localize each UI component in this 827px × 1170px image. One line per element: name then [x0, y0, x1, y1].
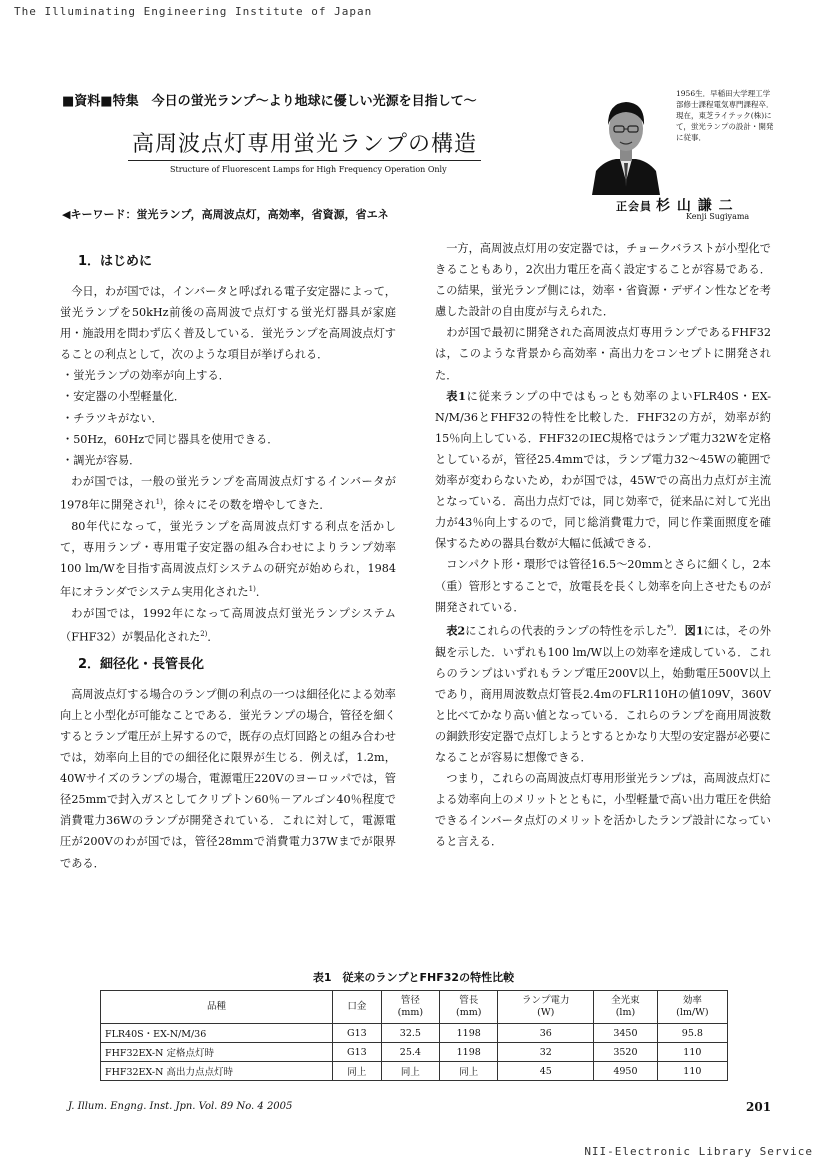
- reference-mark: 1): [155, 497, 163, 506]
- comparison-table: [100, 990, 728, 1081]
- table-cell: 同上: [333, 1062, 382, 1081]
- table-cell: FLR40S・EX-N/M/36: [101, 1024, 333, 1043]
- series-line: ■資料■特集 今日の蛍光ランプ～より地球に優しい光源を目指して～: [62, 94, 477, 109]
- table-cell: 110: [657, 1043, 727, 1062]
- table-cell: 36: [498, 1024, 594, 1043]
- paragraph: 80年代になって，蛍光ランプを高周波点灯する利点を活かして，専用ランプ・専用電子安定器の組み合わせによりランプ効率100 lm/Wを目指す高周波点灯システムの研究が始められ，1984年にオランダでシステム実用化された$^{1)}$．: [60, 519, 396, 599]
- bullet-item: ・チラツキがない．: [62, 411, 163, 425]
- table-row: [101, 1043, 728, 1062]
- bullet-item: ・調光が容易．: [62, 453, 141, 467]
- table-row: [101, 1024, 728, 1043]
- column-header: 口金: [333, 991, 382, 1024]
- table-cell: 32: [498, 1043, 594, 1062]
- paragraph: つまり，これらの高周波点灯専用形蛍光ランプは，高周波点灯による効率向上のメリットとともに，小型軽量で高い出力電圧を供給できるインバータ点灯のメリットを活かしたランプ設計になっていると言える．: [435, 772, 771, 849]
- author-name-en: Kenji Sugiyama: [686, 212, 750, 221]
- author-role: 正会員: [616, 200, 652, 213]
- table-reference: 表2: [446, 623, 466, 638]
- table-cell: 1198: [440, 1024, 498, 1043]
- paragraph: わが国で最初に開発された高周波点灯専用ランプであるFHF32は，このような背景から高効率・高出力をコンセプトに開発された．: [435, 326, 771, 382]
- column-header: 品種: [101, 991, 333, 1024]
- right-column: [435, 238, 771, 852]
- table-cell: 4950: [594, 1062, 658, 1081]
- paragraph: わが国では，1992年になって高周波点灯蛍光ランプシステム（FHF32）が製品化された$^{2)}$．: [60, 606, 396, 644]
- section-2-heading: 2．細径化・長管長化: [78, 656, 205, 672]
- column-header: 管径 (mm): [381, 991, 439, 1024]
- reference-mark: 2): [200, 629, 208, 638]
- figure-reference: 図1: [684, 623, 704, 638]
- table-cell: 32.5: [381, 1024, 439, 1043]
- table-row: [101, 1062, 728, 1081]
- bullet-item: ・蛍光ランプの効率が向上する．: [62, 369, 230, 383]
- table-cell: 95.8: [657, 1024, 727, 1043]
- page-number: 201: [746, 1100, 772, 1114]
- table-cell: 1198: [440, 1043, 498, 1062]
- left-column: [60, 245, 396, 874]
- paragraph: わが国では，一般の蛍光ランプを高周波点灯するインバータが1978年に開発され$^{1)}$，徐々にその数を増やしてきた．: [60, 474, 396, 512]
- table-reference: 表1: [446, 388, 466, 403]
- journal-citation: J. Illum. Engng. Inst. Jpn. Vol. 89 No. 4 2005: [68, 1101, 293, 1112]
- author-portrait-image: [590, 91, 662, 195]
- column-header: 効率 (lm/W): [657, 991, 727, 1024]
- table-cell: FHF32EX-N 定格点灯時: [101, 1043, 333, 1062]
- table-cell: 25.4: [381, 1043, 439, 1062]
- table-cell: 110: [657, 1062, 727, 1081]
- author-name: 杉 山 謙 二: [656, 198, 734, 214]
- paragraph: 表2にこれらの代表的ランプの特性を示した*)．図1には，その外観を示した．いずれも100 lm/W以上の効率を達成している．これらのランプはいずれもランプ電圧200V以上，始動電圧500V以上であり，商用周波数点灯管長2.4mのFLR110Hの値109V，360Vと比べてかなり高い値となっている．これらのランプを商用周波数の銅鉄形安定器で点灯しようとするとかなり大型の安定器が必要になることが容易に想像できる．: [435, 623, 771, 764]
- table-header-row: [101, 991, 728, 1024]
- article-title: 高周波点灯専用蛍光ランプの構造: [128, 127, 481, 161]
- table-cell: 同上: [381, 1062, 439, 1081]
- reference-mark: 1): [248, 585, 256, 594]
- table-cell: G13: [333, 1024, 382, 1043]
- paragraph: 一方，高周波点灯用の安定器では，チョークバラストが小型化できることもあり，2次出力電圧を高く設定することが容易である．この結果，蛍光ランプ側には，効率・省資源・デザイン性などを考慮した設計の自由度が与えられた．: [435, 242, 771, 319]
- article-subtitle-en: Structure of Fluorescent Lamps for High Frequency Operation Only: [170, 165, 447, 174]
- table-caption: 表1 従来のランプとFHF32の特性比較: [312, 971, 515, 984]
- reference-mark: *): [667, 623, 674, 632]
- table-cell: FHF32EX-N 高出力点点灯時: [101, 1062, 333, 1081]
- table-cell: 同上: [440, 1062, 498, 1081]
- table-cell: G13: [333, 1043, 382, 1062]
- bullet-item: ・安定器の小型軽量化．: [62, 390, 186, 404]
- section-1-heading: 1．はじめに: [78, 254, 153, 269]
- column-header: 全光束 (lm): [594, 991, 658, 1024]
- author-bio: 1956生．早稲田大学理工学部修士課程電気専門課程卒．現在，東芝ライテック(株)にて，蛍光ランプの設計・開発に従事．: [676, 89, 774, 142]
- paragraph: 高周波点灯する場合のランプ側の利点の一つは細径化による効率向上と小型化が可能なことである．蛍光ランプの場合，管径を細くするとランプ電圧が上昇するので，既存の点灯回路との組み合わせでは，効率向上目的での細径化に限界が生じる．例えば，1.2m，40Wサイズのランプの場合，電源電圧220Vのヨーロッパでは，管径25mmで封入ガスとしてクリプトン60％－アルゴン40％程度で消費電力36Wのランプが開発されている．これに対して，電源電圧が200Vのわが国では，管径28mmで消費電力37Wまでが限界である．: [60, 687, 396, 870]
- author-photo: [590, 91, 662, 195]
- paragraph: 表1に従来ランプの中ではもっとも効率のよいFLR40S・EX-N/M/36とFHF32の特性を比較した．FHF32の方が，効率が約15％向上している．FHF32のIEC規格ではランプ電力32Wを定格としているが，管径25.4mmでは，ランプ電力32～45Wの範囲で効率が変わらないため，わが国では，45Wでの高出力点灯が主流となっている．高出力点灯では，同じ効率で，従来品に対して光出力が43％向上するので，同じ総消費電力で，同じ作業面照度を確保するための器具台数が大幅に低減できる．: [435, 388, 771, 551]
- bullet-item: ・50Hz，60Hzで同じ器具を使用できる．: [62, 432, 279, 446]
- paragraph: コンパクト形・環形では管径16.5～20mmとさらに細くし，2本（重）管形とすることで，放電長を長くし効率を向上させたものが開発されている．: [435, 558, 771, 614]
- column-header: 管長 (mm): [440, 991, 498, 1024]
- paragraph: 今日，わが国では，インバータと呼ばれる電子安定器によって，蛍光ランプを50kHz前後の高周波で点灯する蛍光灯器具が家庭用・施設用を問わず広く普及している．蛍光ランプを高周波点灯することの利点として，次のような項目が挙げられる．: [60, 285, 396, 362]
- table-cell: 45: [498, 1062, 594, 1081]
- table-cell: 3450: [594, 1024, 658, 1043]
- table-cell: 3520: [594, 1043, 658, 1062]
- keywords-line: ◀キーワード：蛍光ランプ，高周波点灯，高効率，省資源，省エネ: [62, 208, 389, 221]
- column-header: ランプ電力 (W): [498, 991, 594, 1024]
- top-banner: The Illuminating Engineering Institute of Japan: [14, 5, 373, 18]
- bottom-banner: NII-Electronic Library Service: [584, 1145, 813, 1158]
